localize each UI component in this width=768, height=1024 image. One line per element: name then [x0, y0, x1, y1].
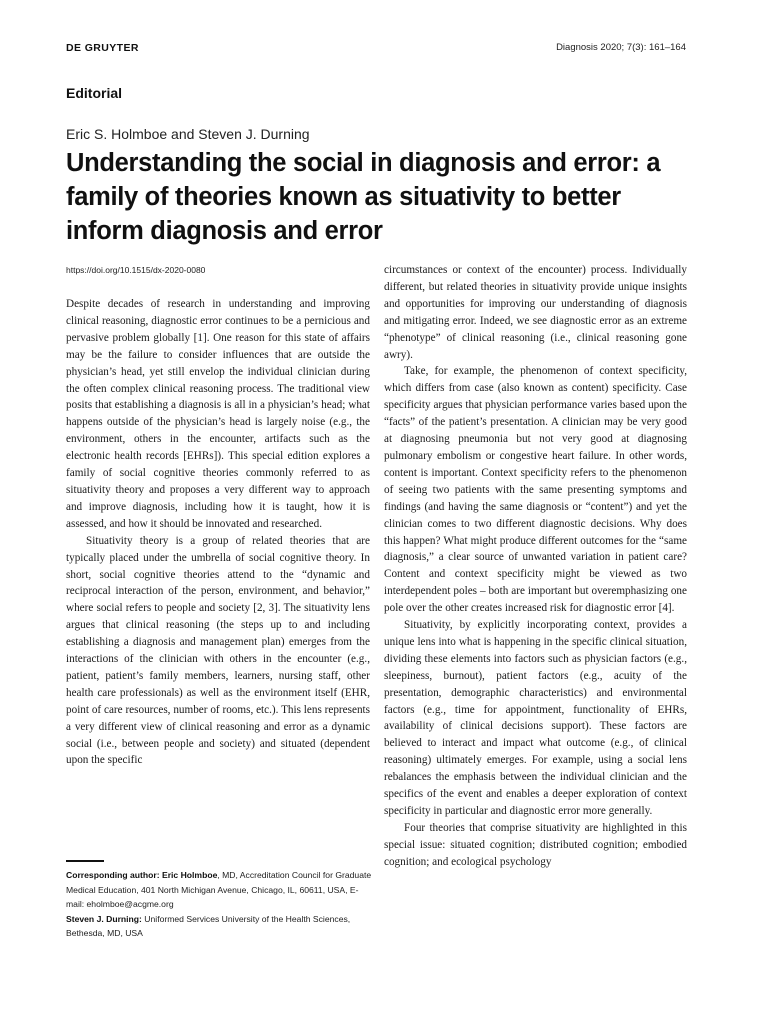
- journal-reference: Diagnosis 2020; 7(3): 161–164: [556, 42, 686, 53]
- second-author-label: Steven J. Durning:: [66, 913, 142, 924]
- corresponding-author-details: , MD, Accreditation Council for Graduate Medical Education, 401 North Michigan Avenue, Chicago, IL, 60611, USA, E-mail: eholmboe@acgme.org: [66, 870, 372, 910]
- paragraph: Take, for example, the phenomenon of context specificity, which differs from case (also known as content) specificity. Case specificity argues that physician performance varies based upon the “facts” of the patient’s presentation. A clinician may be very good at diagnosing pneumonia but not very good at diagnosing pulmonary embolism or congestive heart failure. In other words, content is important. Context specificity refers to the phenomenon of seeing two patients with the same presenting symptoms and findings (and having the same diagnosis or “content”) and yet the clinician comes to two different diagnostic decisions. Why does this happen? What might produce different outcomes for the “same diagnosis,” a clear source of unwanted variation in patient care? Content and context specificity might be viewed as two interdependent poles – both are important but overemphasizing one pole over the other creates increased risk for diagnostic error [4].: [384, 365, 687, 615]
- footnotes: [66, 868, 376, 941]
- paragraph: Four theories that comprise situativity are highlighted in this special issue: situated cognition; distributed cognition; embodied cognition; and ecological psychology: [384, 821, 687, 868]
- body-column-left: [66, 296, 370, 769]
- corresponding-author-note: [66, 868, 376, 912]
- doi-link[interactable]: https://doi.org/10.1515/dx-2020-0080: [66, 265, 206, 275]
- paragraph: circumstances or context of the encounter) process. Individually different, but related theories in situativity provide unique insights and opportunities for improving our understanding of diagnosis and mitigating error. Indeed, we see diagnostic error as an extreme “phenotype” of clinical reasoning (i.e., clinical reasoning gone awry).: [384, 264, 687, 361]
- footnote-divider: [66, 860, 104, 862]
- second-author-details: Uniformed Services University of the Health Sciences, Bethesda, MD, USA: [66, 913, 351, 939]
- publisher-logo: DE GRUYTER: [66, 42, 139, 54]
- author-list: Eric S. Holmboe and Steven J. Durning: [66, 126, 310, 142]
- body-column-right: [384, 262, 687, 871]
- paragraph: Despite decades of research in understanding and improving clinical reasoning, diagnostic error continues to be a pernicious and pervasive problem globally [1]. One reason for this state of affairs may be the failure to consider influences that are outside the physician’s head, yet still envelop the individual clinician during the often complex clinical reasoning process. The traditional view posits that establishing a diagnosis is all in a physician’s head; what happens outside of the physician’s head is largely noise (e.g., the environment, others in the encounter, artifacts such as the electronic health records [EHRs]). This special edition explores a family of social cognitive theories commonly referred to as situativity theory and proposes a very different way to approach and improve diagnosis, including how it is taught, how it is assessed, and how it should be innovated and researched.: [66, 298, 370, 530]
- article-title: Understanding the social in diagnosis and error: a family of theories known as situativity to better inform diagnosis and error: [66, 149, 661, 245]
- paragraph: Situativity theory is a group of related theories that are typically placed under the umbrella of social cognitive theory. In short, social cognitive theories attend to the “dynamic and reciprocal interaction of the person, environment, and behavior,” where social refers to people and society [2, 3]. The situativity lens argues that clinical reasoning (the steps up to and including establishing a diagnosis and management plan) emerges from the interactions of the clinician with others in the encounter (e.g., patient, patient’s family members, learners, nursing staff, other health care professionals) as well as the environment itself (EHR, point of care resources, number of rooms, etc.). This lens represents a very different view of clinical reasoning and error as a dynamic social (i.e., between people and society) and situated (dependent upon the specific: [66, 534, 370, 767]
- article-type: Editorial: [66, 85, 123, 101]
- second-author-note: [66, 912, 376, 941]
- corresponding-author-label: Corresponding author: Eric Holmboe: [66, 870, 218, 880]
- paragraph: Situativity, by explicitly incorporating context, provides a unique lens into what is happening in the specific clinical situation, dividing these elements into factors such as physician factors (e.g., sleepiness, burnout), patient factors (e.g., acuity of the presentation, demographic characteristics) and environmental factors (e.g., time for appointment, functionality of EHRs, availability of clinical decisions support). These factors are believed to interact and impact what outcome (e.g., of clinical reasoning) ultimately emerges. For example, using a social lens rebalances the emphasis between the individual clinician and the specifics of the event and enables a deeper exploration of context specificity in particular and diagnostic error more generally.: [384, 619, 687, 817]
